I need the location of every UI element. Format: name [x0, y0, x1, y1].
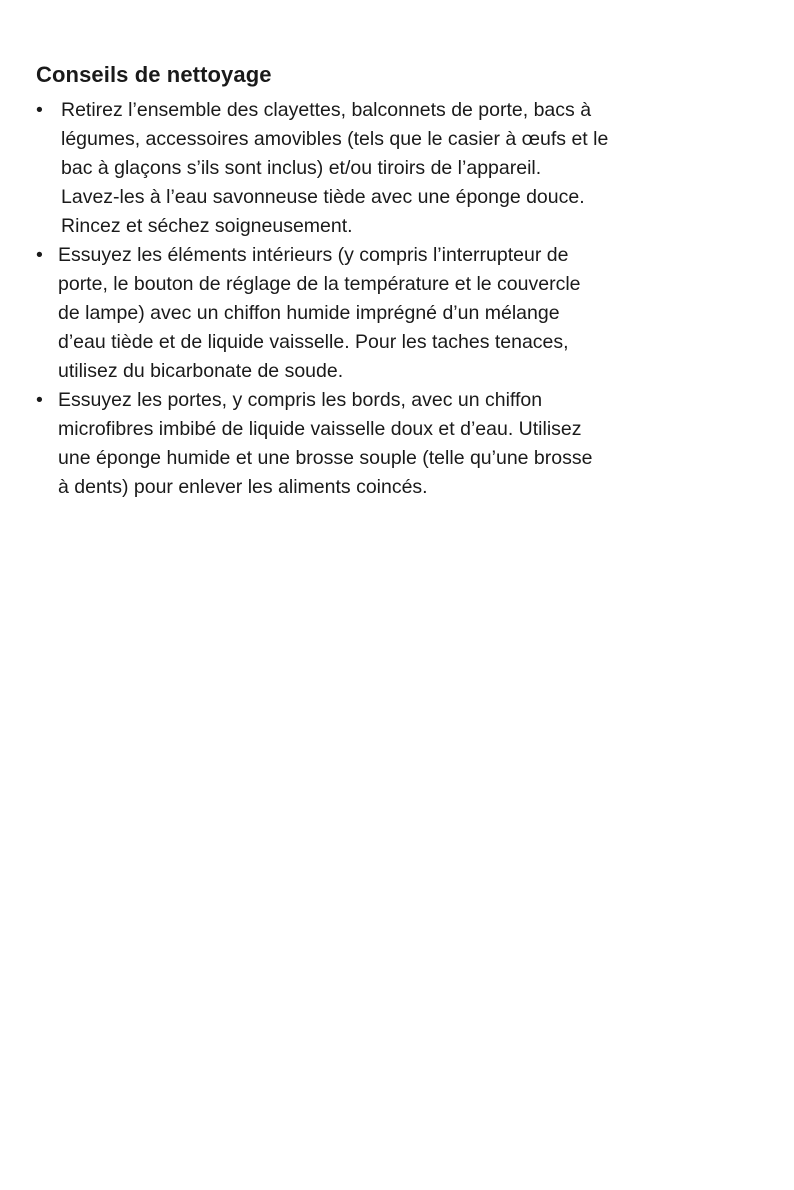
text-line: microfibres imbibé de liquide vaisselle doux et d’eau. Utilisez: [58, 418, 582, 440]
text-line: Retirez l’ensemble des clayettes, balconnets de porte, bacs à: [61, 99, 592, 121]
text-line: porte, le bouton de réglage de la température et le couvercle: [58, 273, 581, 295]
text-line: Essuyez les portes, y compris les bords, avec un chiffon: [58, 389, 543, 411]
cleaning-tips-list: [36, 96, 766, 502]
text-line: bac à glaçons s’ils sont inclus) et/ou tiroirs de l’appareil.: [61, 157, 542, 179]
bullet-icon: •: [36, 244, 43, 266]
list-item: [36, 96, 766, 241]
text-line: légumes, accessoires amovibles (tels que le casier à œufs et le: [61, 128, 609, 150]
text-line: de lampe) avec un chiffon humide imprégné d’un mélange: [58, 302, 560, 324]
text-line: Essuyez les éléments intérieurs (y compris l’interrupteur de: [58, 244, 569, 266]
text-line: utilisez du bicarbonate de soude.: [58, 360, 344, 382]
text-line: Rincez et séchez soigneusement.: [61, 215, 353, 237]
section-title: Conseils de nettoyage: [36, 62, 272, 87]
bullet-icon: •: [36, 389, 43, 411]
bullet-icon: •: [36, 99, 43, 121]
text-line: Lavez-les à l’eau savonneuse tiède avec une éponge douce.: [61, 186, 585, 208]
list-item: [36, 386, 766, 502]
text-line: à dents) pour enlever les aliments coincés.: [58, 476, 428, 498]
text-line: une éponge humide et une brosse souple (telle qu’une brosse: [58, 447, 593, 469]
text-line: d’eau tiède et de liquide vaisselle. Pour les taches tenaces,: [58, 331, 569, 353]
document-page: [36, 62, 766, 502]
list-item: [36, 241, 766, 386]
